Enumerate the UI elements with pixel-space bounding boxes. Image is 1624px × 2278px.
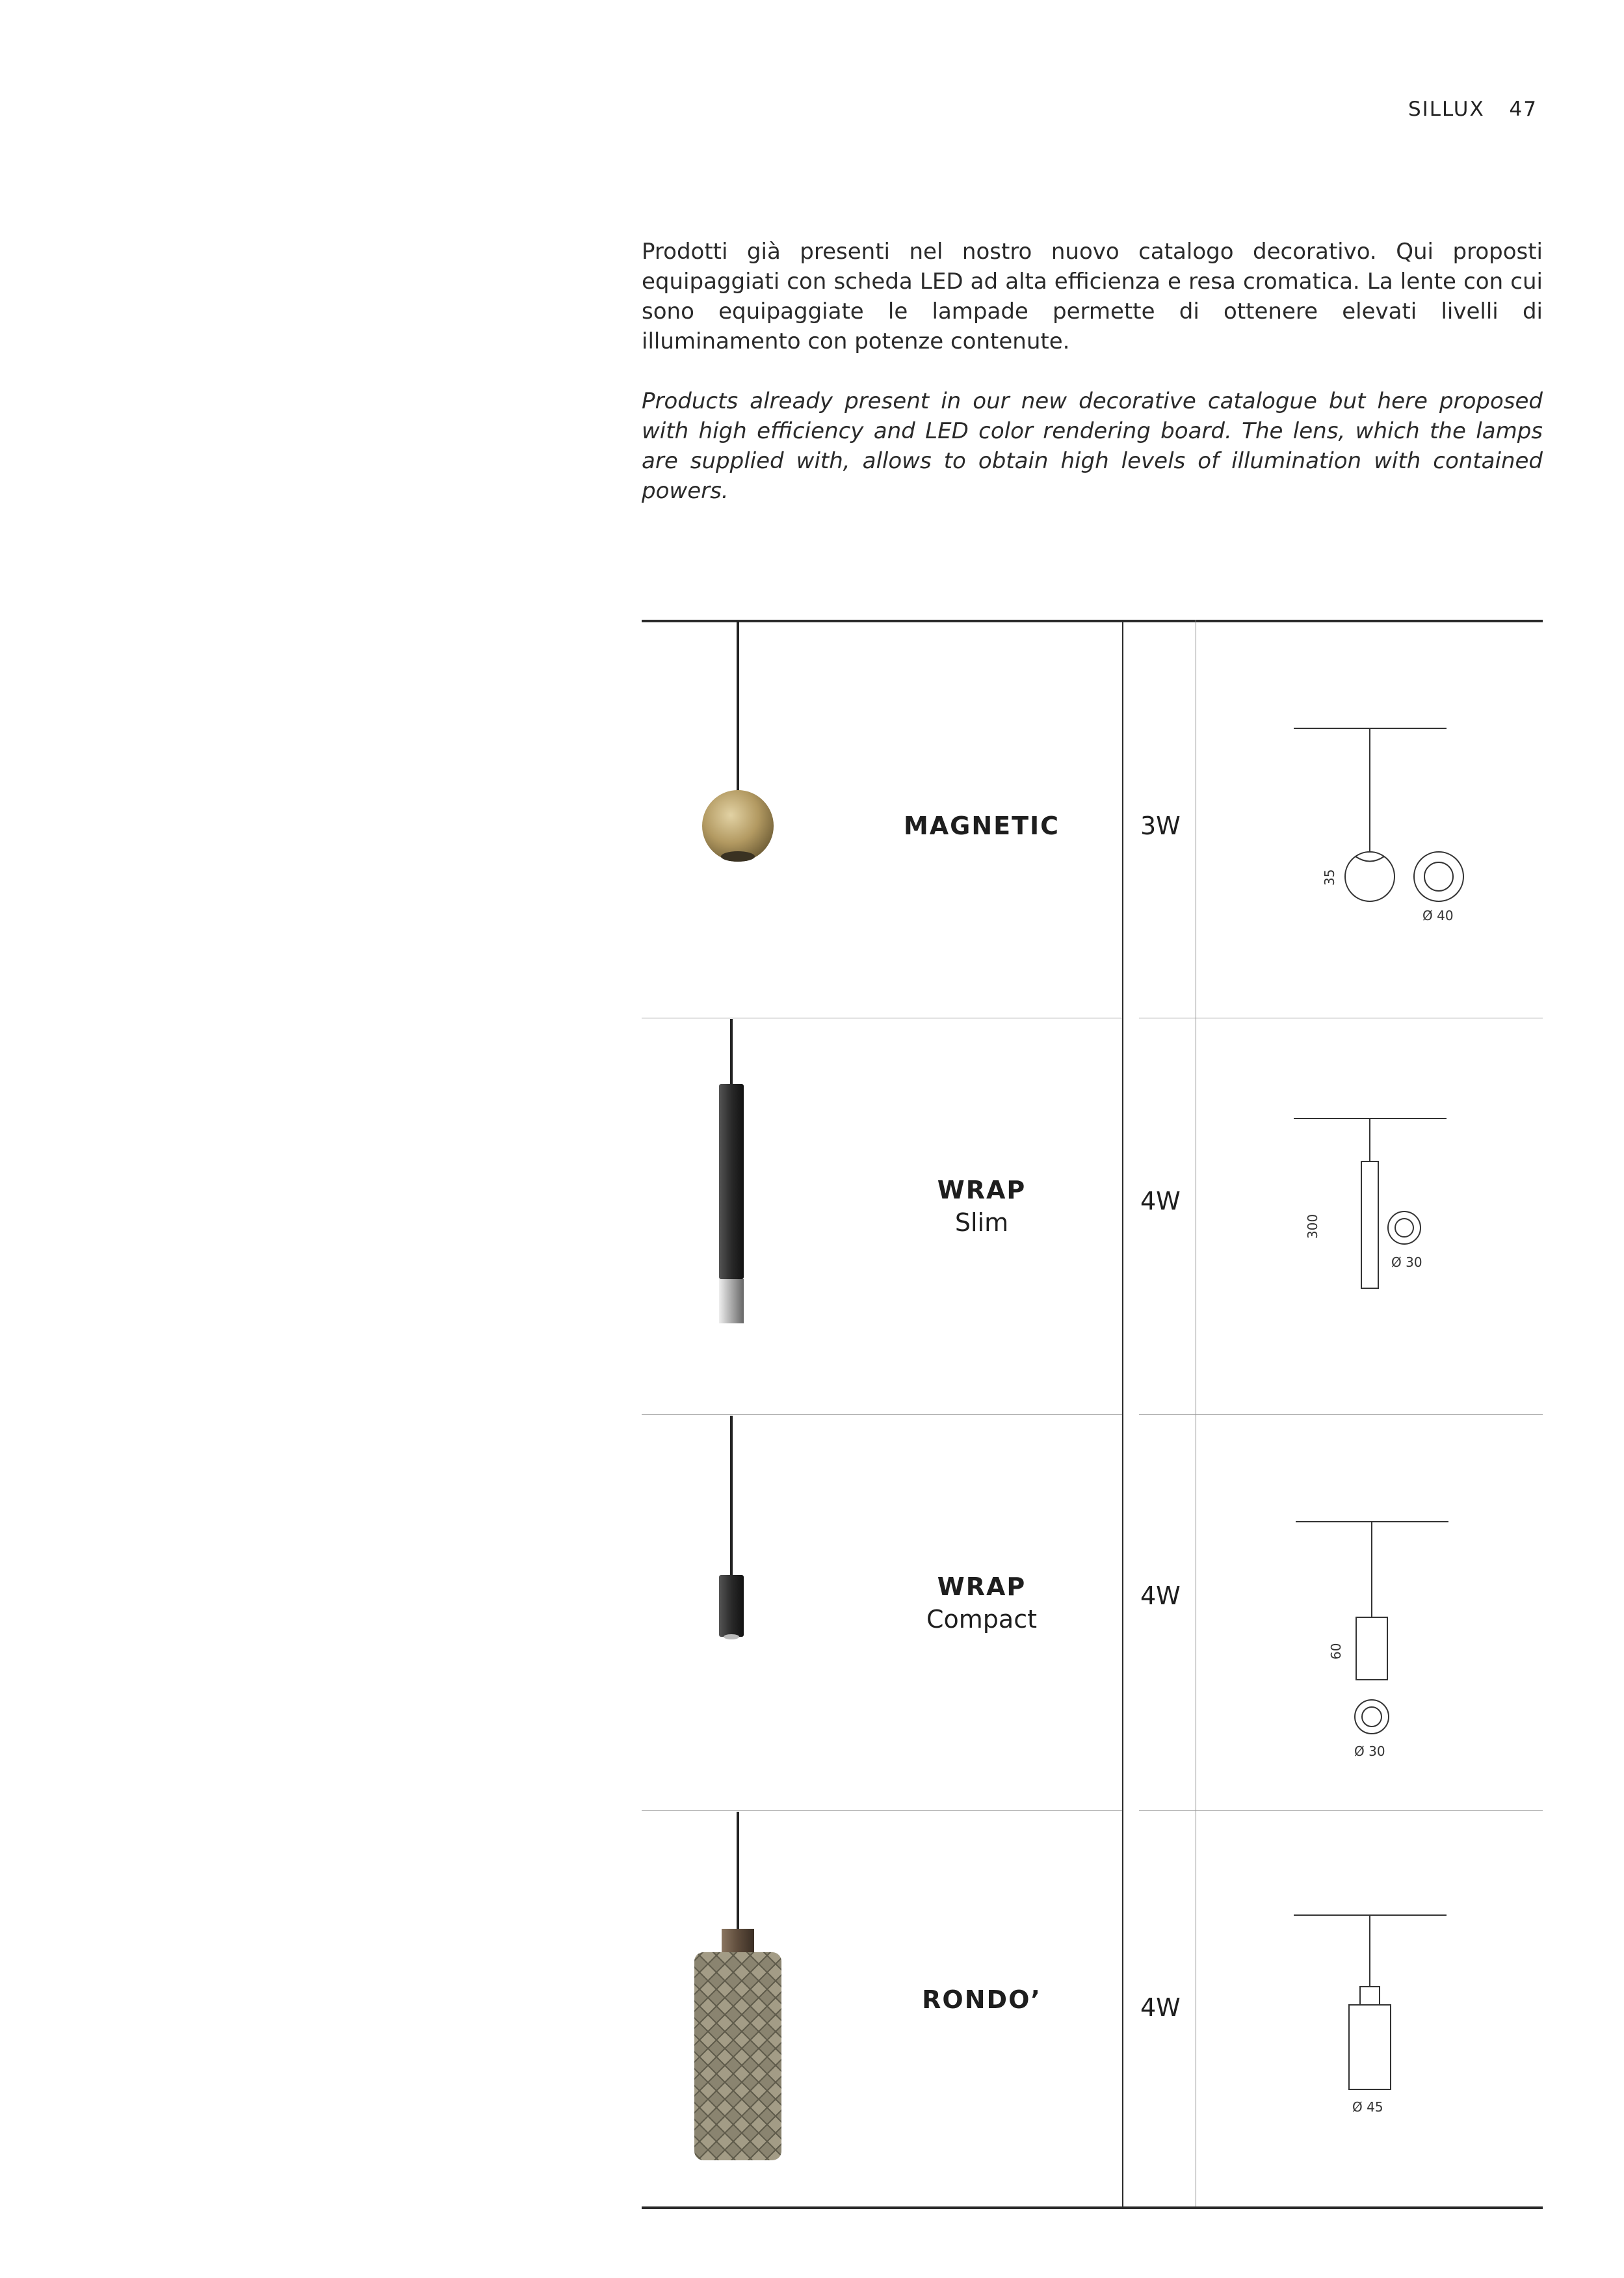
glass-cylinder-pendant-icon (683, 1812, 793, 2176)
magnetic-dimension-drawing (1281, 722, 1495, 936)
diameter-dimension: Ø 45 (1352, 2099, 1383, 2115)
row-separator (1139, 1414, 1543, 1415)
diameter-dimension: Ø 40 (1422, 908, 1454, 923)
table-column-divider (1122, 620, 1123, 2206)
product-power: 4W (1140, 1187, 1181, 1215)
product-variant: Slim (954, 1208, 1009, 1237)
intro-italian: Prodotti già presenti nel nostro nuovo catalogo decorativo. Qui proposti equipaggiati con scheda LED ad alta efficienza e resa cromatica. La lente con cui sono equipaggiate le lampade permette di ottenere elevati livelli di illuminamento con potenze contenute. (642, 239, 1543, 354)
product-name: WRAP Slim (937, 1176, 1027, 1237)
row-separator (1139, 1810, 1543, 1811)
product-name: MAGNETIC (903, 812, 1060, 840)
page-header (1408, 98, 1538, 121)
product-variant: Compact (926, 1605, 1037, 1634)
wrap-slim-dimension-drawing (1281, 1112, 1495, 1307)
product-power: 3W (1140, 812, 1181, 840)
intro-english: Products already present in our new decorative catalogue but here proposed with high efficiency and LED color rendering board. The lens, which the lamps are supplied with, allows to obtain high levels of illumination with contained powers. (642, 388, 1543, 504)
table-bottom-rule (642, 2206, 1543, 2209)
product-power: 4W (1140, 1582, 1181, 1610)
brass-sphere-pendant-icon (689, 621, 787, 868)
black-tube-pendant-icon (696, 1019, 767, 1344)
product-name: WRAP Compact (926, 1572, 1037, 1634)
brand-name: SILLUX (1408, 98, 1485, 121)
rondo-dimension-drawing (1281, 1909, 1495, 2117)
height-dimension: 300 (1305, 1213, 1320, 1239)
diameter-dimension: Ø 30 (1391, 1254, 1422, 1270)
height-dimension: 60 (1328, 1643, 1344, 1660)
product-name: RONDO’ (922, 1985, 1041, 2014)
diameter-dimension: Ø 30 (1354, 1743, 1385, 1759)
black-cylinder-pendant-icon (702, 1416, 761, 1650)
page-number: 47 (1509, 98, 1538, 121)
height-dimension: 35 (1322, 869, 1337, 886)
wrap-compact-dimension-drawing (1281, 1515, 1495, 1775)
row-separator (642, 1414, 1122, 1415)
product-power: 4W (1140, 1993, 1181, 2022)
row-separator (642, 1810, 1122, 1811)
